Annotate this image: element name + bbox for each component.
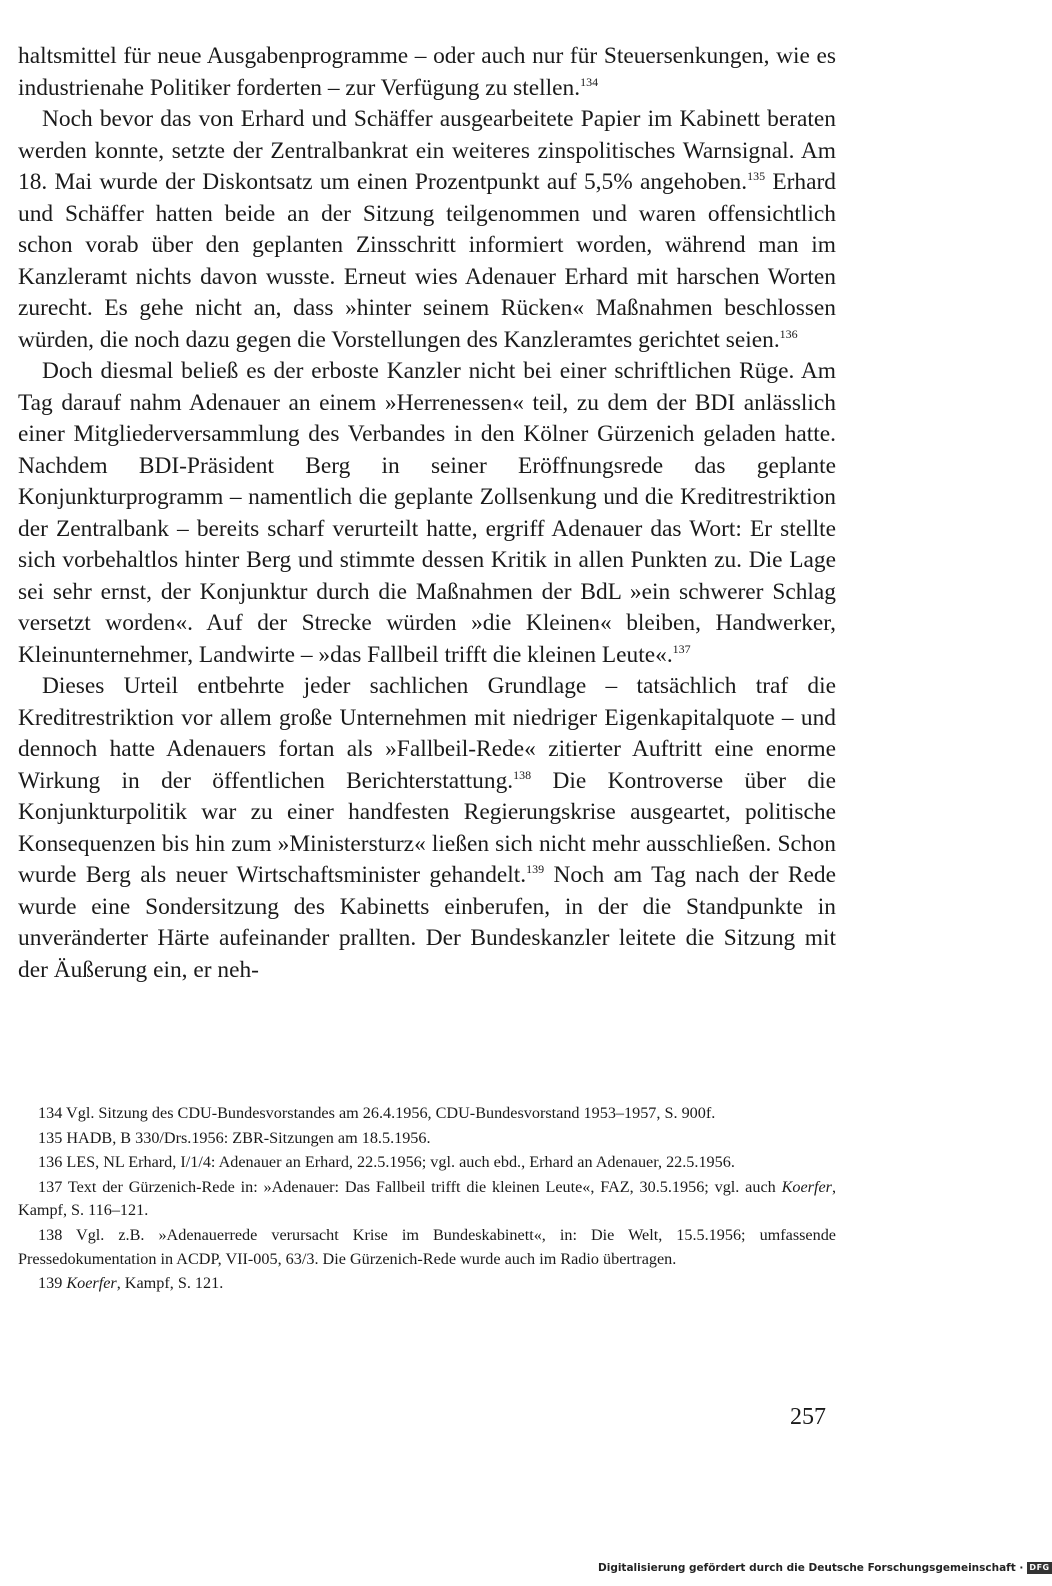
paragraph-text: haltsmittel für neue Ausgabenprogramme – oder auch nur für Steuersenkungen, wie es industrienahe Politiker forderten – zur Verfügung zu stellen. xyxy=(18,43,836,101)
page-number: 257 xyxy=(790,1404,826,1430)
paragraph xyxy=(18,41,836,104)
digitization-credit xyxy=(598,1560,1050,1576)
paragraph-text: Noch am Tag nach der Rede wurde eine Sondersitzung des Kabinetts einberufen, in der die Standpunkte in unveränderter Härte aufeinander prallten. Der Bundeskanzler leitete die Sitzung mit der Äußerung ein, er neh- xyxy=(18,862,836,983)
footnote xyxy=(18,1224,836,1271)
footnote-ref: 136 xyxy=(779,326,798,341)
credit-text: Digitalisierung gefördert durch die Deutsche Forschungsgemeinschaft · xyxy=(598,1562,1024,1574)
footnote xyxy=(18,1176,836,1223)
footnote-ref: 137 xyxy=(672,641,691,656)
paragraph xyxy=(18,671,836,986)
footnote-author: Koerfer xyxy=(781,1177,832,1196)
footnote-ref: 134 xyxy=(580,74,599,89)
main-text xyxy=(18,41,836,986)
footnote-number: 137 xyxy=(38,1177,63,1196)
footnote-text: Text der Gürzenich-Rede in: »Adenauer: Das Fallbeil trifft die kleinen Leute«, FAZ, 30.5.1956; vgl. auch xyxy=(67,1177,776,1196)
paragraph xyxy=(18,104,836,356)
footnote-text: , Kampf, S. 121. xyxy=(116,1274,224,1293)
dfg-logo-icon: DFG xyxy=(1029,1563,1050,1572)
footnote-ref: 135 xyxy=(747,169,766,184)
footnote-number: 138 xyxy=(38,1225,63,1244)
footnote xyxy=(18,1127,836,1151)
footnote-number: 139 xyxy=(38,1274,63,1293)
footnote-text: Vgl. Sitzung des CDU-Bundesvorstandes am 26.4.1956, CDU-Bundesvorstand 1953–1957, S. 900f. xyxy=(66,1104,716,1122)
footnote xyxy=(18,1151,836,1175)
footnote-number: 134 xyxy=(38,1104,63,1122)
footnote-text: HADB, B 330/Drs.1956: ZBR-Sitzungen am 18.5.1956. xyxy=(66,1128,431,1147)
footnote-text: , Kampf, S. 116–121. xyxy=(18,1177,836,1220)
footnote-author: Koerfer xyxy=(66,1274,117,1293)
footnote-text: LES, NL Erhard, I/1/4: Adenauer an Erhard, 22.5.1956; vgl. auch ebd., Erhard an Adenauer, 22.5.1956. xyxy=(66,1153,735,1172)
footnote-text: Vgl. z.B. »Adenauerrede verursacht Krise im Bundeskabinett«, in: Die Welt, 15.5.1956; umfassende Pressedokumentation in ACDP, VII-005, 63/3. Die Gürzenich-Rede wurde auch im Radio übertragen. xyxy=(18,1225,836,1268)
footnote-ref: 138 xyxy=(513,767,532,782)
footnote-number: 135 xyxy=(38,1128,63,1147)
paragraph-text: Doch diesmal beließ es der erboste Kanzler nicht bei einer schriftlichen Rüge. Am Tag darauf nahm Adenauer an einem »Herrenessen« teil, zu dem der BDI anlässlich einer Mitgliederversammlung des Verbandes in den Kölner Gürzenich geladen hatte. Nachdem BDI-Präsident Berg in seiner Eröffnungsrede das geplante Konjunkturprogramm – namentlich die geplante Zollsenkung und die Kreditrestriktion der Zentralbank – bereits scharf verurteilt hatte, ergriff Adenauer das Wort: Er stellte sich vorbehaltlos hinter Berg und stimmte dessen Kritik in allen Punkten zu. Die Lage sei sehr ernst, der Konjunktur durch die Maßnahmen der BdL »ein schwerer Schlag versetzt worden«. Auf der Strecke würden »die Kleinen« bleiben, Handwerker, Kleinunternehmer, Landwirte – »das Fallbeil trifft die kleinen Leute«. xyxy=(18,358,836,668)
footnote xyxy=(18,1102,836,1126)
footnotes xyxy=(18,1102,836,1297)
paragraph-text: Noch bevor das von Erhard und Schäffer ausgearbeitete Papier im Kabinett beraten werden konnte, setzte der Zentralbankrat ein weiteres zinspolitisches Warnsignal. Am 18. Mai wurde der Diskontsatz um einen Prozentpunkt auf 5,5% angehoben. xyxy=(18,106,836,195)
paragraph-text: Erhard und Schäffer hatten beide an der Sitzung teilgenommen und waren offensichtlich schon vorab über den geplanten Zinsschritt informiert worden, während man im Kanzleramt nichts davon wusste. Erneut wies Adenauer Erhard mit harschen Worten zurecht. Es gehe nicht an, dass »hinter seinem Rücken« Maßnahmen beschlossen würden, die noch dazu gegen die Vorstellungen des Kanzleramtes gerichtet seien. xyxy=(18,169,836,353)
paragraph-text: Dieses Urteil entbehrte jeder sachlichen Grundlage – tatsächlich traf die Kreditrestriktion vor allem große Unternehmen mit niedriger Eigenkapitalquote – und dennoch hatte Adenauers fortan als »Fallbeil-Rede« zitierter Auftritt eine enorme Wirkung in der öffentlichen Berichterstattung. xyxy=(18,673,836,794)
footnote-number: 136 xyxy=(38,1153,63,1172)
paragraph xyxy=(18,356,836,671)
footnote-ref: 139 xyxy=(526,862,545,877)
paragraph-text: Die Kontroverse über die Konjunkturpolitik war zu einer handfesten Regierungskrise ausgeartet, politische Konsequenzen bis hin zum »Ministersturz« ließen sich nicht mehr ausschließen. Schon wurde Berg als neuer Wirtschaftsminister gehandelt. xyxy=(18,767,836,888)
footnote xyxy=(18,1272,836,1296)
